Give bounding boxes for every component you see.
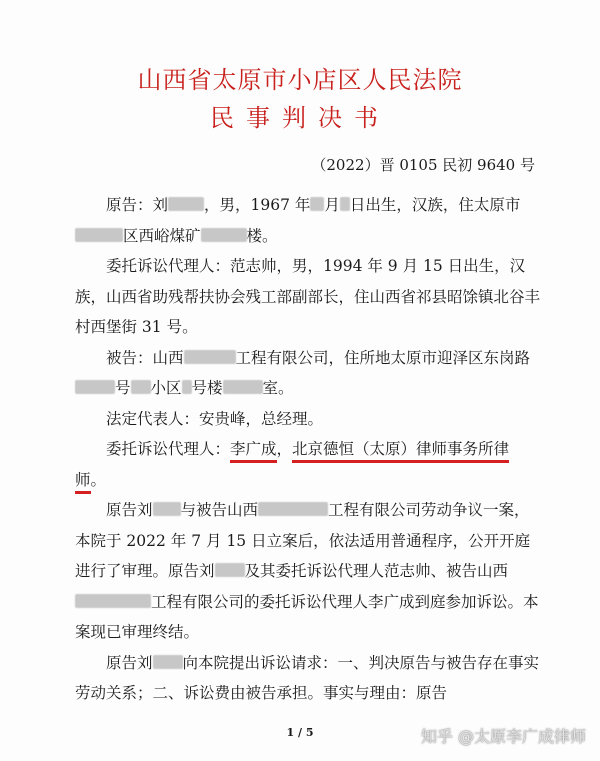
text-span: 原告刘 [106, 653, 153, 672]
redaction-mark [340, 197, 350, 211]
redaction-mark [223, 380, 263, 394]
plaintiff-paragraph [75, 190, 540, 251]
text-span: 委托诉讼代理人： [106, 440, 231, 458]
redaction-mark [310, 197, 324, 211]
text-span: 小区 [150, 379, 182, 397]
page-number: 1 / 5 [286, 726, 314, 739]
redaction-mark [168, 197, 204, 211]
text-span: 区西峪煤矿 [123, 226, 201, 245]
redaction-mark [75, 228, 123, 242]
redaction-mark [201, 228, 247, 242]
case-number: （2022）晋 0105 民初 9640 号 [311, 156, 535, 174]
court-name: 山西省太原市小店区人民法院 [137, 66, 463, 94]
text-span: 月 [324, 196, 340, 214]
plaintiff-agent-paragraph: 委托诉讼代理人：范志帅，男，1994 年 9 月 15 日出生，汉族，山西省助残帮扶协会残工部副部长，住山西省祁县昭馀镇北谷丰村西堡街 31 号。 [75, 257, 541, 336]
text-span: 。 [90, 470, 107, 489]
redaction-mark [184, 350, 236, 364]
zhihu-watermark: 知乎 @太原李广成律师 [420, 727, 586, 746]
text-span: 原告：刘 [106, 196, 169, 214]
text-span: 工程有限公司的委托诉讼代理人李广成到庭参加诉讼。本案现已审理终结。 [75, 592, 539, 641]
text-span: 原告刘 [106, 501, 153, 519]
text-span: 楼。 [246, 226, 278, 245]
text-span: 号 [115, 379, 131, 397]
text-span: 被告：山西 [106, 348, 184, 367]
text-span: 室。 [262, 379, 294, 397]
text-span: ，男，1967 年 [204, 196, 311, 214]
legal-representative-paragraph: 法定代表人：安贵峰，总经理。 [106, 409, 324, 428]
case-history-paragraph [75, 495, 540, 648]
text-span: 日出生，汉族，住太原市 [349, 196, 521, 214]
judgment-body [75, 190, 540, 709]
redaction-mark [131, 380, 151, 394]
redaction-mark [75, 594, 151, 608]
redaction-mark [258, 502, 328, 516]
defendant-paragraph [75, 343, 540, 404]
text-span: 向本院提出诉讼请求：一、判决原告与被告存在事实劳动关系；二、诉讼费由被告承担。事实与理由：原告 [75, 653, 540, 702]
text-span: 与被告山西 [180, 501, 259, 519]
lawyer-name: 李广成 [230, 440, 277, 463]
text-span: 工程有限公司劳动争议一案，本院于 2022 年 7 月 15 日立案后，依法适用普通程序，公开开庭进行了审理。原告刘 [75, 501, 531, 580]
law-firm-name: 北京德恒（太原）律师事务所 [292, 440, 494, 463]
lawyer-title: 律师 [75, 440, 509, 494]
text-span: 及其委托诉讼代理人范志帅、被告山西 [244, 562, 509, 580]
redaction-mark [153, 502, 181, 516]
text-span: 号楼 [191, 379, 223, 397]
defendant-agent-paragraph [75, 434, 540, 495]
text-span: 工程有限公司，住所地太原市迎泽区东岗路 [235, 348, 531, 367]
redaction-mark [182, 380, 192, 394]
redaction-mark [215, 563, 245, 577]
redaction-mark [75, 380, 115, 394]
document-type-title: 民事判决书 [210, 104, 390, 132]
redaction-mark [153, 655, 183, 669]
claims-paragraph [75, 648, 540, 709]
text-span: ， [276, 440, 293, 458]
